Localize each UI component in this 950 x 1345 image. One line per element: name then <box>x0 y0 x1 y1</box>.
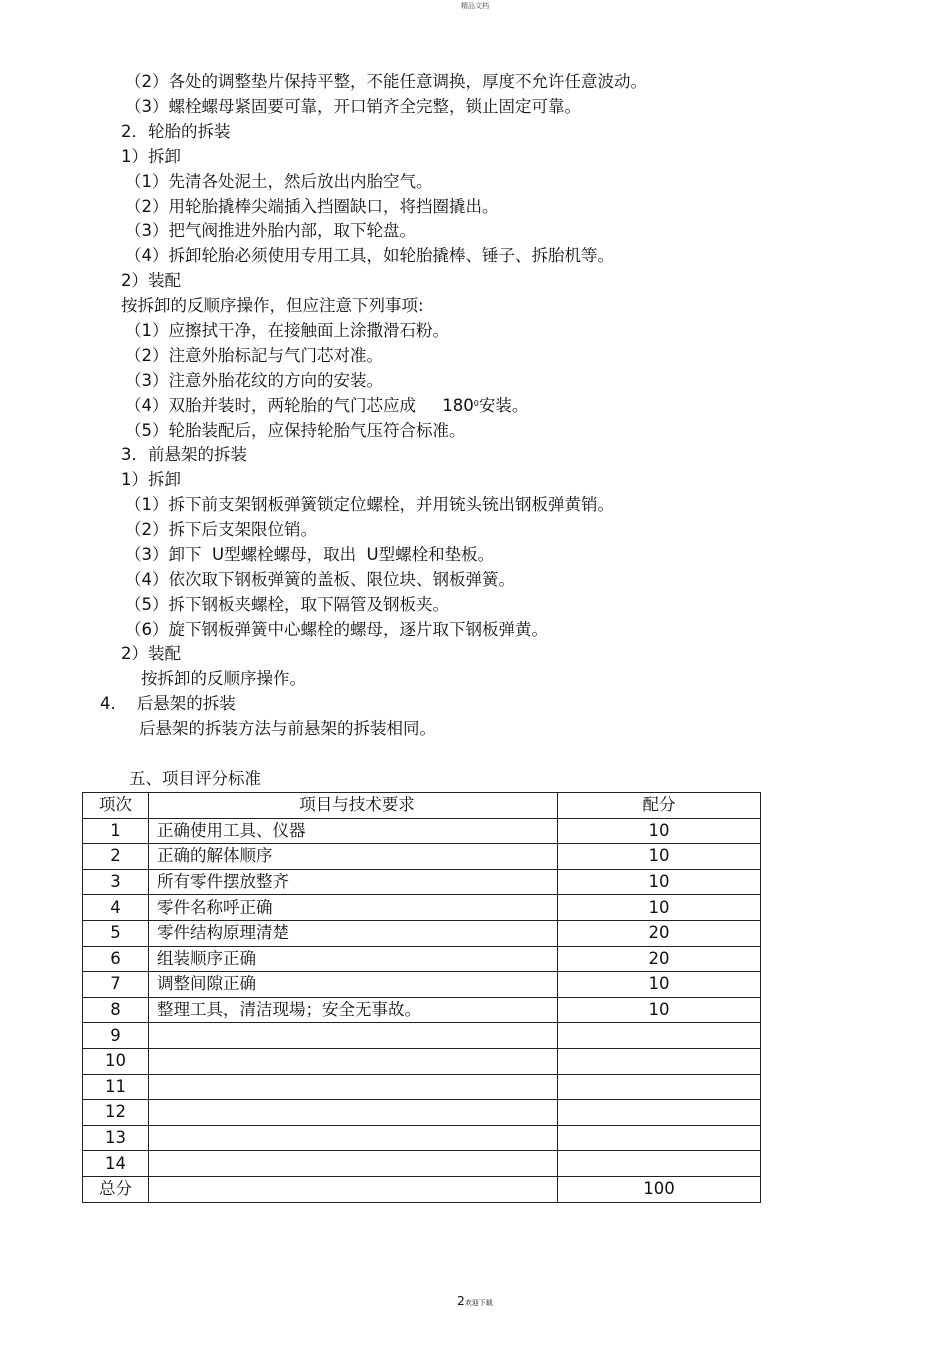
text-line: （6）旋下钢板弹簧中心螺栓的螺母，逐片取下钢板弹黄。 <box>125 620 548 639</box>
score-cell <box>558 1151 761 1177</box>
text-line: （4）依次取下钢板弹簧的盖板、限位块、钢板弹簧。 <box>125 570 515 589</box>
requirement-cell: 整理工具，清洁现場；安全无事故。 <box>149 997 558 1023</box>
score-cell: 10 <box>558 972 761 998</box>
sub-heading: 2）装配 <box>121 271 181 290</box>
section-heading: 3．前悬架的拆装 <box>121 445 247 464</box>
table-header-row <box>83 793 761 819</box>
table-row <box>83 997 761 1023</box>
score-cell <box>558 1125 761 1151</box>
table-row <box>83 1048 761 1074</box>
score-cell <box>558 1023 761 1049</box>
text-line: （2）注意外胎标記与气门芯对准。 <box>125 346 383 365</box>
item-number-cell: 5 <box>83 920 149 946</box>
score-cell <box>558 1100 761 1126</box>
item-number-cell: 14 <box>83 1151 149 1177</box>
table-row <box>83 1074 761 1100</box>
table-row <box>83 920 761 946</box>
section-heading: 2．轮胎的拆装 <box>121 122 231 141</box>
sub-heading: 2）装配 <box>121 644 181 663</box>
table-row <box>83 946 761 972</box>
item-number-cell: 13 <box>83 1125 149 1151</box>
table-row <box>83 1100 761 1126</box>
text-line: （3）卸下 U型螺栓螺母，取出 U型螺栓和垫板。 <box>125 545 495 564</box>
requirement-cell: 零件名称呼正确 <box>149 895 558 921</box>
sub-heading: 1）拆卸 <box>121 147 181 166</box>
section-heading: 4. 后悬架的拆装 <box>100 694 236 713</box>
scoring-table <box>82 792 761 1203</box>
requirement-cell <box>149 1125 558 1151</box>
page-header: 精品文档 <box>461 2 489 10</box>
table-row <box>83 818 761 844</box>
text-line: （5）轮胎装配后，应保持轮胎气压符合标准。 <box>125 421 466 440</box>
header-cell: 配分 <box>558 793 761 819</box>
score-cell: 10 <box>558 997 761 1023</box>
table-row <box>83 844 761 870</box>
score-cell: 10 <box>558 869 761 895</box>
header-cell: 项目与技术要求 <box>149 793 558 819</box>
header-cell: 项次 <box>83 793 149 819</box>
requirement-cell <box>149 1151 558 1177</box>
score-cell: 10 <box>558 818 761 844</box>
text-line: 按拆卸的反顺序操作。 <box>141 669 306 688</box>
item-number-cell: 7 <box>83 972 149 998</box>
text-line: （2）各处的调整垫片保持平整，不能任意调换，厚度不允许任意波动。 <box>125 72 647 91</box>
table-row <box>83 1125 761 1151</box>
text-line: （1）拆下前支架钢板弹簧锁定位螺栓，并用铳头铳出钢板弹黄销。 <box>125 495 614 514</box>
item-number-cell: 1 <box>83 818 149 844</box>
score-cell: 10 <box>558 844 761 870</box>
item-number-cell: 11 <box>83 1074 149 1100</box>
item-number-cell: 6 <box>83 946 149 972</box>
text-line: （3）把气阀推进外胎内部，取下轮盘。 <box>125 221 416 240</box>
item-number-cell: 10 <box>83 1048 149 1074</box>
text-line: （2）用轮胎撬棒尖端插入挡圈缺口，将挡圈撬出。 <box>125 197 499 216</box>
text-line: （3）注意外胎花纹的方向的安装。 <box>125 371 383 390</box>
requirement-cell <box>149 1176 558 1202</box>
requirement-cell: 正确的解体顺序 <box>149 844 558 870</box>
item-number-cell: 总分 <box>83 1176 149 1202</box>
score-cell: 10 <box>558 895 761 921</box>
item-number-cell: 12 <box>83 1100 149 1126</box>
item-number-cell: 4 <box>83 895 149 921</box>
requirement-cell: 组装顺序正确 <box>149 946 558 972</box>
text-line: （5）拆下钢板夹螺栓，取下隔管及钢板夹。 <box>125 595 449 614</box>
requirement-cell: 正确使用工具、仪器 <box>149 818 558 844</box>
score-cell <box>558 1074 761 1100</box>
score-cell: 20 <box>558 920 761 946</box>
requirement-cell <box>149 1100 558 1126</box>
score-cell <box>558 1048 761 1074</box>
requirement-cell <box>149 1023 558 1049</box>
requirement-cell: 所有零件摆放整齐 <box>149 869 558 895</box>
text-line: （4）拆卸轮胎必须使用专用工具，如轮胎撬棒、锤子、拆胎机等。 <box>125 246 614 265</box>
table-row <box>83 972 761 998</box>
table-title: 五、项目评分标准 <box>129 769 261 788</box>
text-segment: 安装。 <box>478 396 529 415</box>
score-cell: 20 <box>558 946 761 972</box>
table-row <box>83 1023 761 1049</box>
text-line <box>125 395 528 417</box>
footer-note: 欢迎下载 <box>464 1299 493 1307</box>
item-number-cell: 9 <box>83 1023 149 1049</box>
page-footer <box>0 1294 950 1308</box>
sub-heading: 1）拆卸 <box>121 470 181 489</box>
score-cell: 100 <box>558 1176 761 1202</box>
table-row <box>83 895 761 921</box>
requirement-cell: 零件结构原理清楚 <box>149 920 558 946</box>
text-line: 按拆卸的反顺序操作，但应注意下列事项: <box>121 296 424 315</box>
text-line: 后悬架的拆装方法与前悬架的拆装相同。 <box>139 719 436 738</box>
text-segment: （4）双胎并装时，两轮胎的气门芯应成 180 <box>125 396 474 415</box>
text-line: （1）应擦拭干净，在接触面上涂撒滑石粉。 <box>125 321 449 340</box>
item-number-cell: 3 <box>83 869 149 895</box>
item-number-cell: 2 <box>83 844 149 870</box>
requirement-cell <box>149 1048 558 1074</box>
table-row <box>83 1176 761 1202</box>
requirement-cell <box>149 1074 558 1100</box>
requirement-cell: 调整间隙正确 <box>149 972 558 998</box>
text-line: （2）拆下后支架限位销。 <box>125 520 317 539</box>
text-line: （3）螺栓螺母紧固要可靠，开口销齐全完整，锁止固定可靠。 <box>125 97 581 116</box>
table-row <box>83 869 761 895</box>
item-number-cell: 8 <box>83 997 149 1023</box>
degree-superscript: 0 <box>473 399 479 408</box>
page-number: 2 <box>457 1294 465 1308</box>
table-row <box>83 1151 761 1177</box>
text-line: （1）先清各处泥土，然后放出内胎空气。 <box>125 172 433 191</box>
